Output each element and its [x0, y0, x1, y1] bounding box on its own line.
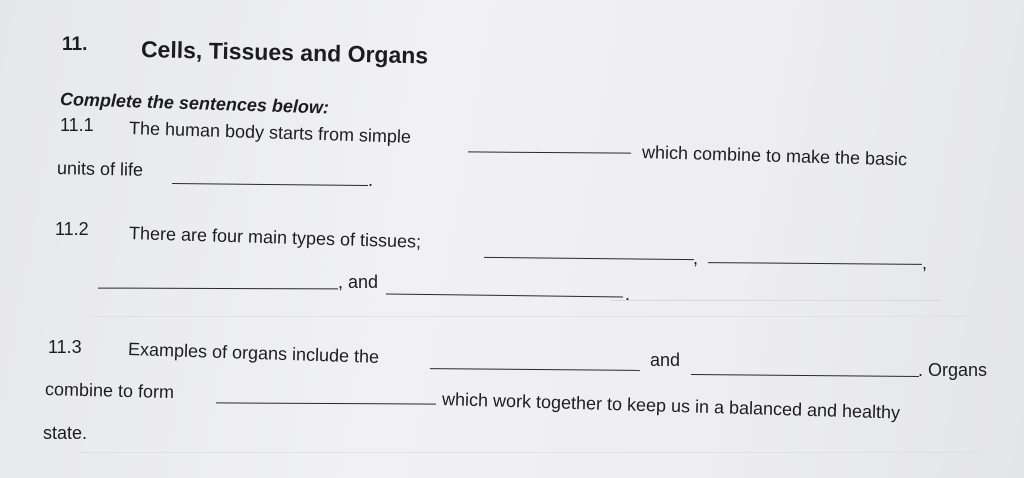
item-11-2-end: .	[625, 284, 631, 304]
item-11-3-text-line2: combine to form	[44, 379, 175, 403]
item-11-1-text: The human body starts from simple	[128, 118, 412, 147]
item-11-3-text-line3: state.	[43, 423, 88, 443]
bleed-through-line	[610, 300, 940, 301]
item-11-2-sep-3: , and	[338, 272, 379, 292]
item-11-1-text-line2: units of life	[56, 158, 144, 180]
item-number-11-2: 11.2	[55, 219, 89, 239]
item-11-3-and: and	[650, 350, 681, 370]
item-11-2-sep-2: ,	[922, 253, 928, 273]
bleed-through-line	[80, 452, 980, 453]
item-number-11-1: 11.1	[60, 115, 94, 135]
bleed-through-line	[90, 316, 970, 317]
item-11-2-sep-1: ,	[693, 248, 699, 268]
question-number: 11.	[62, 34, 88, 55]
item-11-2-text: There are four main types of tissues;	[128, 223, 422, 252]
question-title: Cells, Tissues and Organs	[140, 36, 429, 69]
item-11-3-text-cont: which work together to keep us in a balanced and healthy	[441, 389, 901, 423]
item-11-1-text-cont: which combine to make the basic	[641, 142, 908, 170]
item-11-1-end: .	[368, 170, 374, 190]
item-11-3-text: Examples of organs include the	[127, 339, 380, 367]
instruction-text: Complete the sentences below:	[59, 89, 330, 118]
item-11-3-organs: . Organs	[918, 360, 988, 380]
item-number-11-3: 11.3	[48, 337, 82, 357]
